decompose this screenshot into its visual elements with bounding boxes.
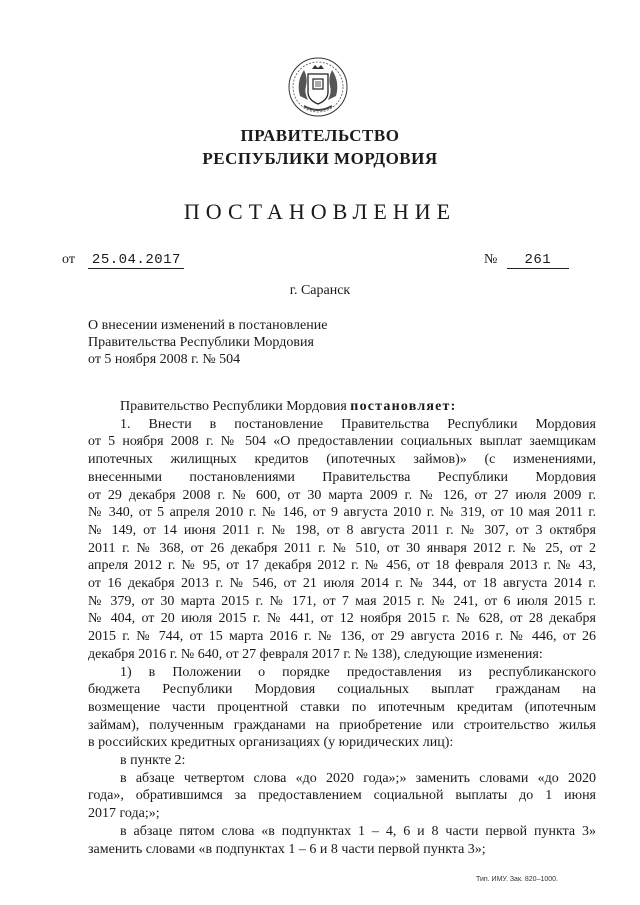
body-line: от 5 ноября 2008 г. № 504 «О предоставлении социальных выплат заемщикам bbox=[88, 434, 596, 450]
body-line: внесенными постановлениями Правительства Республики Мордовия bbox=[88, 469, 596, 485]
body-line: № 379, от 30 марта 2015 г. № 171, от 7 мая 2015 г. № 241, от 6 июля 2015 г. bbox=[88, 593, 596, 609]
body-line: 1. Внести в постановление Правительства Республики Мордовия bbox=[120, 416, 596, 432]
body-line: в пункте 2: bbox=[120, 753, 186, 769]
document-type-title: ПОСТАНОВЛЕНИЕ bbox=[183, 199, 457, 224]
body-intro: Правительство Республики Мордовия постановляет: bbox=[120, 399, 457, 414]
body-line: декабря 2016 г. № 640, от 27 февраля 2017 г. № 138), следующие изменения: bbox=[88, 646, 543, 662]
decree-subject bbox=[88, 317, 327, 368]
body-line: в абзаце пятом слова «в подпунктах 1 – 4, 6 и 8 части первой пункта 3» bbox=[120, 823, 596, 839]
coat-of-arms-emblem bbox=[286, 56, 350, 118]
body-line: 1) в Положении о порядке предоставления из республиканского bbox=[120, 664, 596, 680]
body-line: от 16 декабря 2013 г. № 546, от 21 июля 2014 г. № 344, от 18 августа 2014 г. bbox=[88, 576, 596, 592]
body-line: апреля 2012 г. № 95, от 17 декабря 2012 г. № 456, от 18 февраля 2013 г. № 43, bbox=[88, 558, 596, 574]
body-line: № 149, от 14 июня 2011 г. № 198, от 8 августа 2011 г. № 307, от 3 октября bbox=[88, 522, 596, 538]
government-title-line1: ПРАВИТЕЛЬСТВО bbox=[240, 126, 400, 145]
body-line: № 340, от 5 апреля 2010 г. № 146, от 9 августа 2010 г. № 319, от 10 мая 2011 г. bbox=[88, 505, 596, 521]
subject-line: от 5 ноября 2008 г. № 504 bbox=[88, 352, 241, 367]
body-line: заменить словами «в подпунктах 1 – 6 и 8 части первой пункта 3»; bbox=[88, 841, 486, 857]
date-prefix: от bbox=[62, 252, 75, 267]
body-line: в российских кредитных организациях (у юридических лиц): bbox=[88, 735, 454, 751]
intro-bold: постановляет: bbox=[350, 399, 457, 414]
number-prefix: № bbox=[484, 252, 498, 267]
body-line: займам), полученным гражданами на приобретение или строительство жилья bbox=[88, 717, 596, 733]
body-line: 2015 г. № 744, от 15 марта 2016 г. № 136, от 29 августа 2016 г. № 446, от 26 bbox=[88, 629, 596, 645]
decree-number bbox=[484, 252, 569, 269]
date-value: 25.04.2017 bbox=[88, 252, 184, 269]
number-value: 261 bbox=[507, 252, 569, 269]
government-title-line2: РЕСПУБЛИКИ МОРДОВИЯ bbox=[202, 149, 438, 168]
print-footer: Тип. ИМУ. Зак. 820–1000. bbox=[476, 876, 558, 883]
subject-line: Правительства Республики Мордовия bbox=[88, 335, 314, 350]
body-line: № 404, от 20 июля 2015 г. № 441, от 12 ноября 2015 г. № 628, от 28 декабря bbox=[88, 611, 596, 627]
body-line: от 29 декабря 2008 г. № 600, от 30 марта 2009 г. № 126, от 27 июля 2009 г. bbox=[88, 487, 596, 503]
body-line: ипотечных жилищных кредитов (ипотечных займов)» (с изменениями, bbox=[88, 452, 596, 468]
body-line: 2011 г. № 368, от 26 декабря 2011 г. № 510, от 30 января 2012 г. № 25, от 2 bbox=[88, 540, 596, 556]
decree-body bbox=[88, 398, 596, 858]
body-line: в абзаце четвертом слова «до 2020 года»;» заменить словами «до 2020 bbox=[120, 770, 596, 786]
city-line: г. Саранск bbox=[289, 283, 351, 298]
body-line: бюджета Республики Мордовия социальных выплат гражданам на bbox=[88, 682, 596, 698]
subject-line: О внесении изменений в постановление bbox=[88, 318, 328, 333]
body-line: 2017 года;»; bbox=[88, 806, 160, 822]
decree-date bbox=[62, 252, 184, 269]
body-line: возмещение части процентной ставки по ипотечным кредитам (ипотечным bbox=[88, 699, 596, 715]
body-line: года», обратившимся за предоставлением социальной выплаты до 1 июня bbox=[88, 788, 596, 804]
